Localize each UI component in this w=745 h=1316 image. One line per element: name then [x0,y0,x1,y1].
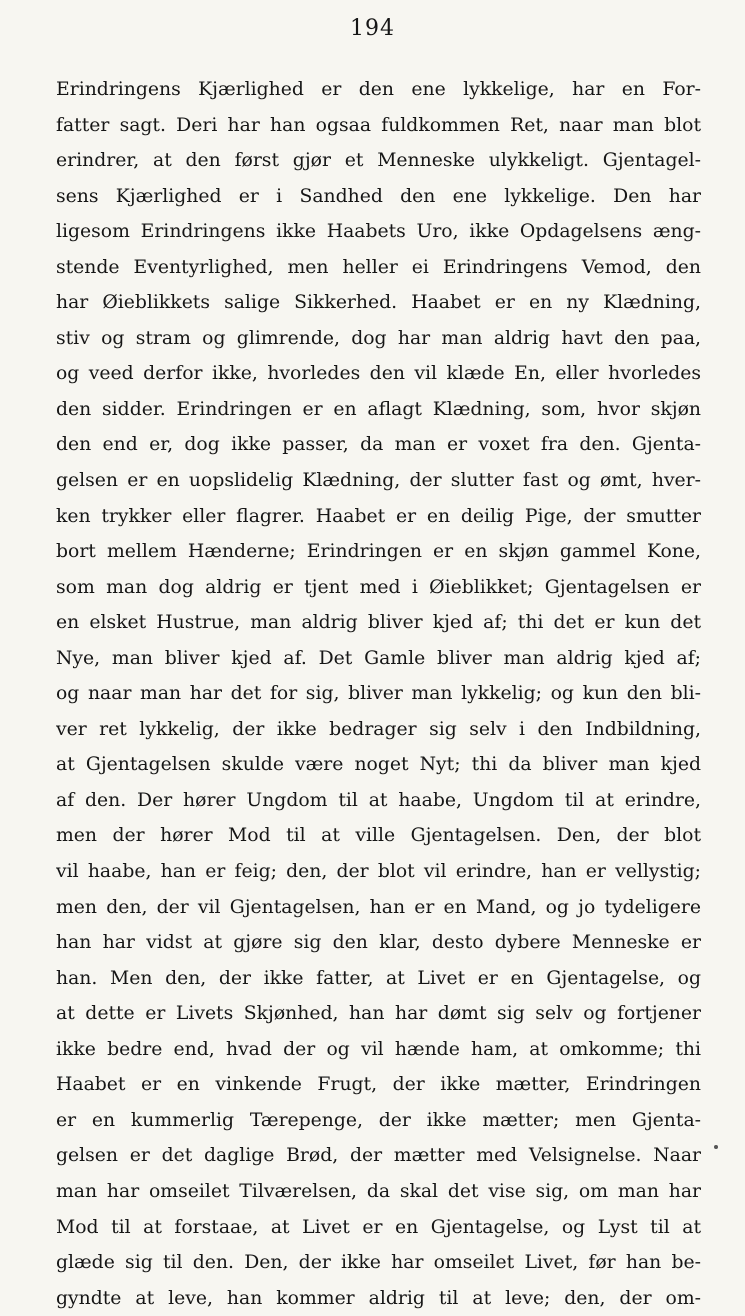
page-number: 194 [350,16,395,41]
text-line: en elsket Hustrue, man aldrig bliver kjed af; thi det er kun det [56,612,701,634]
text-line: den end er, dog ikke passer, da man er voxet fra den. Gjenta- [56,434,701,456]
text-line: ikke bedre end, hvad der og vil hænde ham, at omkomme; thi [56,1038,701,1060]
text-line: og veed derfor ikke, hvorledes den vil klæde En, eller hvorledes [56,363,701,385]
text-line: men den, der vil Gjentagelsen, han er en Mand, og jo tydeligere [56,896,701,918]
text-line: bort mellem Hænderne; Erindringen er en skjøn gammel Kone, [56,541,701,563]
text-line: Haabet er en vinkende Frugt, der ikke mætter, Erindringen [56,1074,701,1096]
text-line: sens Kjærlighed er i Sandhed den ene lykkelige. Den har [56,185,701,207]
text-line: gelsen er det daglige Brød, der mætter med Velsignelse. Naar [56,1145,701,1167]
text-line: ligesom Erindringens ikke Haabets Uro, ikke Opdagelsens æng- [56,221,701,243]
text-line: gyndte at leve, han kommer aldrig til at leve; den, der om- [56,1287,701,1309]
text-line: har Øieblikkets salige Sikkerhed. Haabet er en ny Klædning, [56,292,701,314]
text-line: men der hører Mod til at ville Gjentagelsen. Den, der blot [56,825,701,847]
text-line: glæde sig til den. Den, der ikke har omseilet Livet, før han be- [56,1252,701,1274]
text-line: han. Men den, der ikke fatter, at Livet er en Gjentagelse, og [56,967,701,989]
text-line: og naar man har det for sig, bliver man lykkelig; og kun den bli- [56,683,701,705]
text-line: den sidder. Erindringen er en aflagt Klædning, som, hvor skjøn [56,398,701,420]
printer-mark [714,1145,718,1149]
text-line: at dette er Livets Skjønhed, han har dømt sig selv og fortjener [56,1003,701,1025]
text-line: som man dog aldrig er tjent med i Øieblikket; Gjentagelsen er [56,576,701,598]
text-line: stende Eventyrlighed, men heller ei Erindringens Vemod, den [56,256,701,278]
text-line: han har vidst at gjøre sig den klar, desto dybere Menneske er [56,932,701,954]
text-line: ken trykker eller flagrer. Haabet er en deilig Pige, der smutter [56,505,701,527]
text-line: Mod til at forstaae, at Livet er en Gjentagelse, og Lyst til at [56,1216,701,1238]
text-line: gelsen er en uopslidelig Klædning, der slutter fast og ømt, hver- [56,470,701,492]
text-line: er en kummerlig Tærepenge, der ikke mætter; men Gjenta- [56,1109,701,1131]
text-line: Nye, man bliver kjed af. Det Gamle bliver man aldrig kjed af; [56,647,701,669]
text-line: stiv og stram og glimrende, dog har man aldrig havt den paa, [56,327,701,349]
text-line: vil haabe, han er feig; den, der blot vil erindre, han er vellystig; [56,861,701,883]
text-line: erindrer, at den først gjør et Menneske ulykkeligt. Gjentagel- [56,150,701,172]
text-line: Erindringens Kjærlighed er den ene lykkelige, har en For- [56,79,701,100]
text-line: af den. Der hører Ungdom til at haabe, Ungdom til at erindre, [56,789,701,811]
body-text [56,72,701,1316]
text-line: ver ret lykkelig, der ikke bedrager sig selv i den Indbildning, [56,718,701,740]
text-line: at Gjentagelsen skulde være noget Nyt; thi da bliver man kjed [56,754,701,776]
text-line: fatter sagt. Deri har han ogsaa fuldkommen Ret, naar man blot [56,114,701,136]
text-line: man har omseilet Tilværelsen, da skal det vise sig, om man har [56,1180,701,1202]
